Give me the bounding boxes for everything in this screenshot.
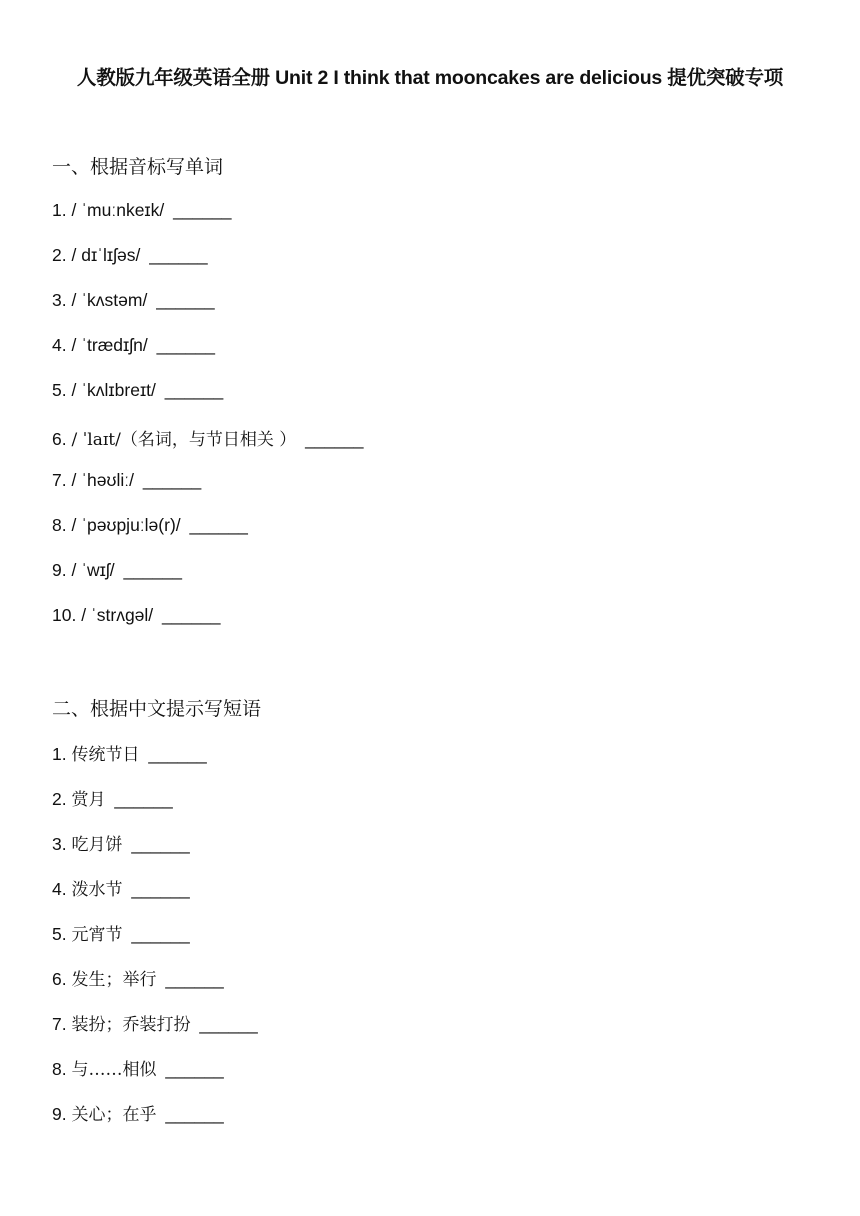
item-number: 7. (52, 1014, 67, 1034)
item-number: 9. (52, 560, 67, 580)
answer-blank[interactable]: ______ (164, 380, 224, 400)
phrase-hint: 发生；举行 (71, 970, 157, 990)
section-2-heading: 二、根据中文提示写短语 (52, 698, 262, 720)
phonetic-text: / ˈtrædɪʃn/ (71, 335, 148, 355)
item-number: 10. (52, 605, 77, 625)
answer-blank[interactable]: ______ (114, 789, 173, 809)
phonetic-text: / ˈkʌlɪbreɪt/ (71, 380, 156, 400)
answer-blank[interactable]: ______ (173, 200, 232, 220)
phonetic-text: / ˈlaɪt/（名词，与节日相关 ） (71, 430, 297, 450)
answer-blank[interactable]: ______ (131, 879, 190, 899)
phrase-item-7 (52, 1010, 258, 1035)
phonetic-item-7 (52, 470, 201, 491)
phonetic-text: / ˈwɪʃ/ (71, 560, 115, 580)
phrase-item-3 (52, 830, 190, 855)
phonetic-item-8 (52, 515, 248, 536)
phonetic-text: / ˈhəʊliː/ (71, 470, 134, 490)
answer-blank[interactable]: ______ (142, 470, 202, 490)
item-number: 1. (52, 744, 67, 764)
item-number: 5. (52, 380, 67, 400)
item-number: 4. (52, 879, 67, 899)
answer-blank[interactable]: ______ (305, 429, 364, 449)
phonetic-item-9 (52, 560, 182, 581)
phrase-item-8 (52, 1055, 224, 1080)
item-number: 6. (52, 969, 67, 989)
phrase-hint: 与……相似 (71, 1060, 157, 1080)
item-number: 9. (52, 1104, 67, 1124)
phonetic-text: / dɪˈlɪʃəs/ (71, 245, 141, 265)
item-number: 4. (52, 335, 67, 355)
phonetic-text: / ˈstrʌgəl/ (81, 605, 154, 625)
phonetic-item-6 (52, 425, 364, 450)
item-number: 3. (52, 834, 67, 854)
phrase-item-5 (52, 920, 190, 945)
phrase-hint: 赏月 (71, 790, 106, 810)
phrase-item-4 (52, 875, 190, 900)
phonetic-item-2 (52, 245, 208, 266)
document-title: 人教版九年级英语全册 Unit 2 I think that mooncakes are delicious 提优突破专项 (76, 67, 784, 89)
answer-blank[interactable]: ______ (149, 245, 208, 265)
phonetic-text: / ˈkʌstəm/ (71, 290, 148, 310)
item-number: 1. (52, 200, 67, 220)
item-number: 8. (52, 1059, 67, 1079)
answer-blank[interactable]: ______ (165, 1104, 224, 1124)
answer-blank[interactable]: ______ (165, 969, 224, 989)
phonetic-item-4 (52, 335, 215, 356)
item-number: 6. (52, 429, 67, 449)
phrase-hint: 关心；在乎 (71, 1105, 157, 1125)
phrase-item-2 (52, 785, 173, 810)
phonetic-text: / ˈpəʊpjuːlə(r)/ (71, 515, 181, 535)
answer-blank[interactable]: ______ (162, 605, 221, 625)
answer-blank[interactable]: ______ (131, 924, 190, 944)
answer-blank[interactable]: ______ (123, 560, 182, 580)
answer-blank[interactable]: ______ (189, 515, 248, 535)
answer-blank[interactable]: ______ (156, 335, 216, 355)
phrase-item-9 (52, 1100, 224, 1125)
phonetic-text: / ˈmuːnkeɪk/ (71, 200, 165, 220)
phonetic-item-3 (52, 290, 215, 311)
answer-blank[interactable]: ______ (148, 744, 207, 764)
phrase-hint: 元宵节 (71, 925, 123, 945)
phrase-item-1 (52, 740, 207, 765)
item-number: 7. (52, 470, 67, 490)
phonetic-item-5 (52, 380, 223, 401)
section-1-heading: 一、根据音标写单词 (52, 156, 224, 178)
phrase-hint: 传统节日 (71, 745, 140, 765)
answer-blank[interactable]: ______ (156, 290, 215, 310)
item-number: 8. (52, 515, 67, 535)
phrase-hint: 泼水节 (71, 880, 123, 900)
phonetic-item-1 (52, 200, 232, 221)
item-number: 2. (52, 789, 67, 809)
phrase-hint: 装扮；乔装打扮 (71, 1015, 191, 1035)
answer-blank[interactable]: ______ (165, 1059, 224, 1079)
phrase-hint: 吃月饼 (71, 835, 123, 855)
phonetic-item-10 (52, 605, 220, 626)
answer-blank[interactable]: ______ (131, 834, 190, 854)
item-number: 2. (52, 245, 67, 265)
phrase-item-6 (52, 965, 224, 990)
item-number: 5. (52, 924, 67, 944)
item-number: 3. (52, 290, 67, 310)
answer-blank[interactable]: ______ (199, 1014, 258, 1034)
